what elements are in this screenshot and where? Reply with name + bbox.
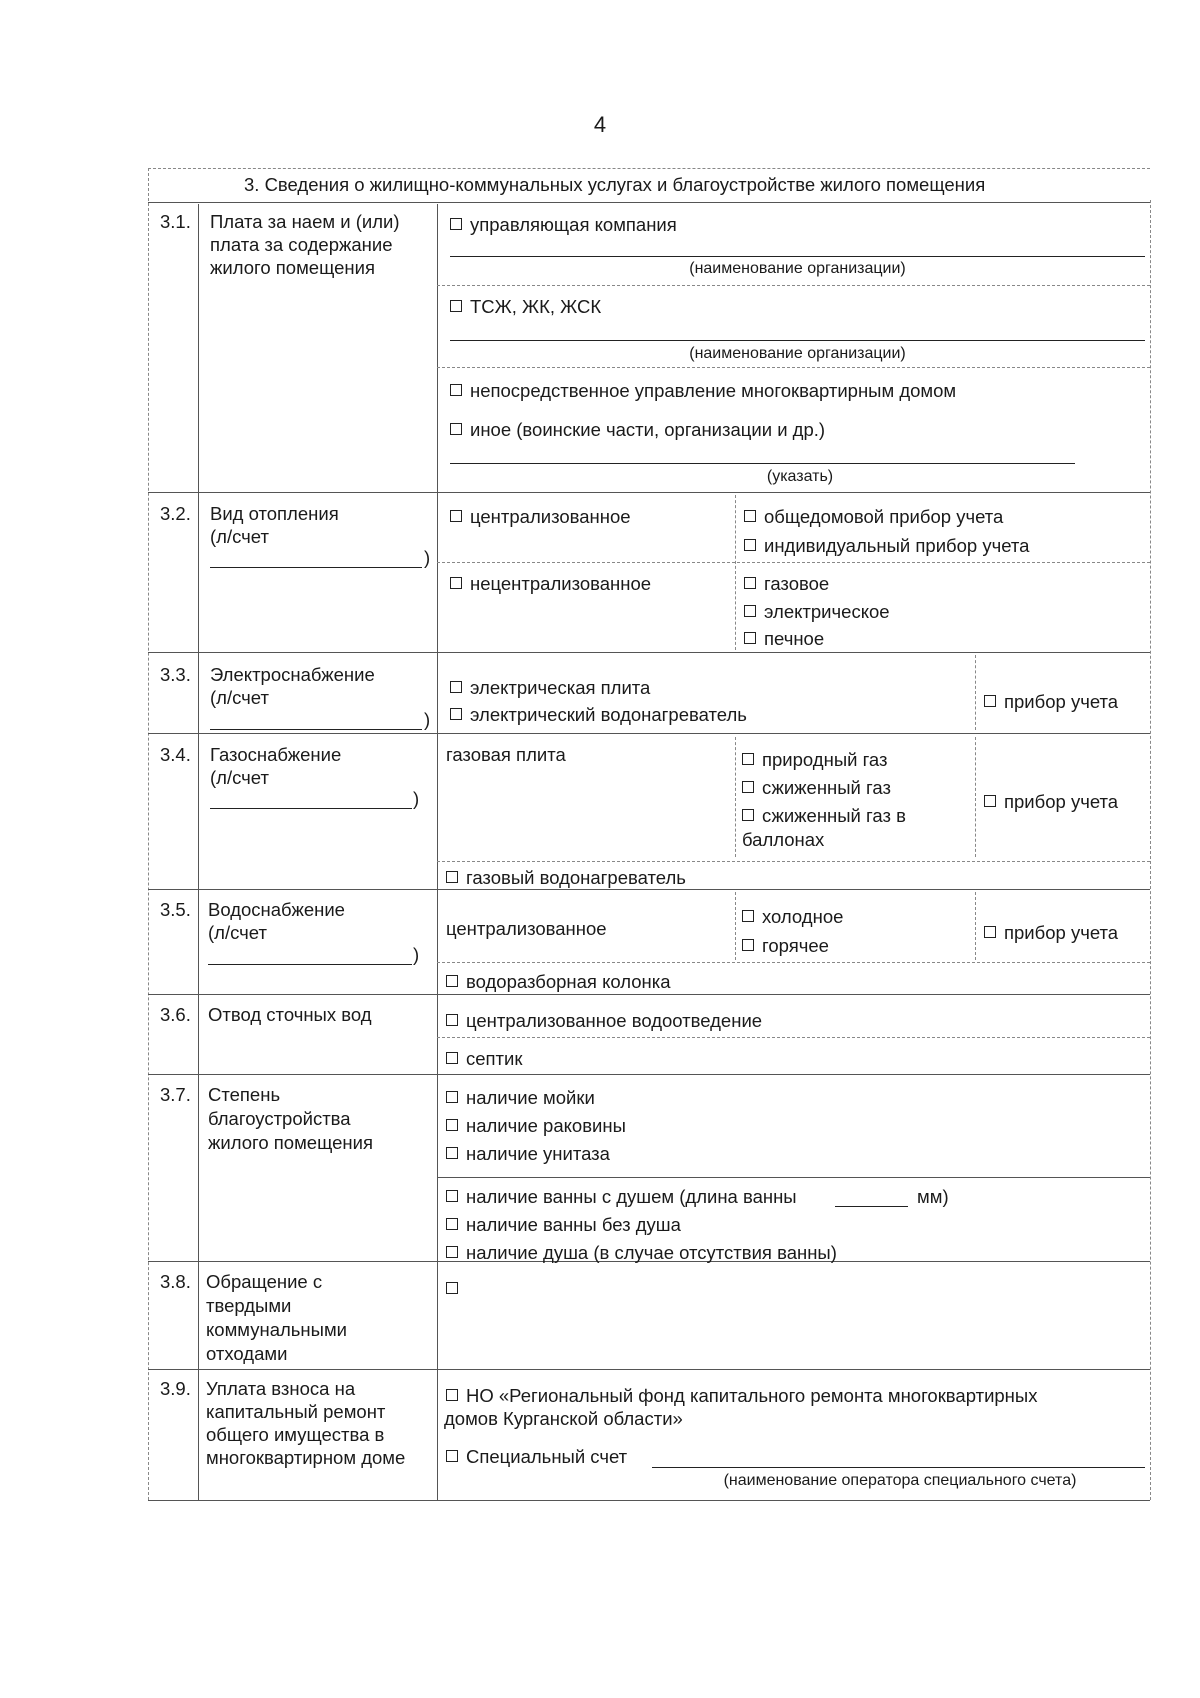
account-number-line[interactable]: [210, 808, 412, 809]
row-label-line: капитальный ремонт: [206, 1401, 386, 1422]
option-water-column[interactable]: водоразборная колонка: [446, 970, 671, 993]
option-toilet[interactable]: наличие унитаза: [446, 1142, 610, 1165]
option-regional-fund-cont: домов Курганской области»: [444, 1408, 683, 1429]
option-hoa[interactable]: ТСЖ, ЖК, ЖСК: [450, 295, 601, 318]
checkbox-icon[interactable]: [446, 871, 458, 883]
checkbox-icon[interactable]: [450, 708, 462, 720]
row-label-line: жилого помещения: [208, 1132, 373, 1153]
gas-plate-label: газовая плита: [446, 744, 566, 765]
caption-org-name: (наименование организации): [689, 345, 906, 362]
org-name-line[interactable]: [450, 340, 1145, 341]
checkbox-icon[interactable]: [744, 510, 756, 522]
org-name-line[interactable]: [450, 256, 1145, 257]
row-label-line: коммунальными: [206, 1319, 347, 1340]
option-stove-heating[interactable]: печное: [744, 627, 824, 650]
option-regional-fund[interactable]: НО «Региональный фонд капитального ремонта многоквартирных: [446, 1384, 1037, 1407]
row-label-line: жилого помещения: [210, 257, 375, 278]
option-common-meter[interactable]: общедомовой прибор учета: [744, 505, 1003, 528]
checkbox-icon[interactable]: [984, 695, 996, 707]
row-label-line: благоустройства: [208, 1108, 351, 1129]
row-number: 3.5.: [160, 899, 191, 920]
section-title: 3. Сведения о жилищно-коммунальных услугах и благоустройстве жилого помещения: [244, 174, 986, 195]
checkbox-icon[interactable]: [450, 577, 462, 589]
option-bath-with-shower[interactable]: наличие ванны с душем (длина ванны: [446, 1185, 797, 1208]
option-kitchen-sink[interactable]: наличие мойки: [446, 1086, 595, 1109]
option-hot-water[interactable]: горячее: [742, 934, 829, 957]
option-other[interactable]: иное (воинские части, организации и др.): [450, 418, 825, 441]
checkbox-icon[interactable]: [450, 384, 462, 396]
checkbox-icon[interactable]: [446, 1450, 458, 1462]
row-number: 3.3.: [160, 664, 191, 685]
checkbox-icon[interactable]: [446, 1119, 458, 1131]
row-label-line: многоквартирном доме: [206, 1447, 406, 1468]
checkbox-icon[interactable]: [446, 1190, 458, 1202]
account-number-line[interactable]: [210, 729, 422, 730]
checkbox-icon[interactable]: [446, 1052, 458, 1064]
row-label-line: (л/счет: [210, 526, 269, 547]
checkbox-icon[interactable]: [446, 1147, 458, 1159]
row-number: 3.4.: [160, 744, 191, 765]
row-label-line: Водоснабжение: [208, 899, 345, 920]
row-label-line: Электроснабжение: [210, 664, 375, 685]
option-electric-meter[interactable]: прибор учета: [984, 690, 1118, 713]
checkbox-icon[interactable]: [450, 218, 462, 230]
row-label-line: Газоснабжение: [210, 744, 342, 765]
row-label-line: (л/счет: [210, 687, 269, 708]
option-liquefied-gas[interactable]: сжиженный газ: [742, 776, 891, 799]
option-noncentralized-heating[interactable]: нецентрализованное: [450, 572, 651, 595]
row-label-line: (л/счет: [208, 922, 267, 943]
option-shower-only[interactable]: наличие душа (в случае отсутствия ванны): [446, 1241, 837, 1264]
option-gas-water-heater[interactable]: газовый водонагреватель: [446, 866, 686, 889]
caption-org-name: (наименование организации): [689, 260, 906, 277]
checkbox-icon[interactable]: [742, 809, 754, 821]
option-centralized-heating[interactable]: централизованное: [450, 505, 631, 528]
row-number: 3.6.: [160, 1004, 191, 1025]
option-gas-heating[interactable]: газовое: [744, 572, 829, 595]
row-label-line: твердыми: [206, 1295, 292, 1316]
checkbox-icon[interactable]: [742, 781, 754, 793]
closing-paren: ): [424, 709, 431, 730]
checkbox-icon[interactable]: [742, 939, 754, 951]
checkbox-icon[interactable]: [744, 577, 756, 589]
special-account-operator-line[interactable]: [652, 1467, 1145, 1468]
checkbox-icon[interactable]: [744, 539, 756, 551]
closing-paren: ): [413, 788, 420, 809]
row-label-line: Уплата взноса на: [206, 1378, 356, 1399]
option-special-account[interactable]: Специальный счет: [446, 1445, 627, 1468]
option-washbasin[interactable]: наличие раковины: [446, 1114, 626, 1137]
option-natural-gas[interactable]: природный газ: [742, 748, 888, 771]
row-label-line: отходами: [206, 1343, 288, 1364]
row-label-line: Вид отопления: [210, 503, 339, 524]
row-number: 3.1.: [160, 211, 191, 232]
row-label-line: (л/счет: [210, 767, 269, 788]
row-label-line: плата за содержание: [210, 234, 393, 255]
checkbox-icon[interactable]: [984, 926, 996, 938]
closing-paren: ): [413, 944, 420, 965]
checkbox-icon[interactable]: [450, 510, 462, 522]
option-liquefied-gas-cylinders[interactable]: сжиженный газ в: [742, 804, 906, 827]
checkbox-icon[interactable]: [446, 1091, 458, 1103]
closing-paren: ): [424, 547, 431, 568]
row-label-line: Степень: [208, 1084, 281, 1105]
checkbox-icon[interactable]: [742, 753, 754, 765]
option-septic[interactable]: септик: [446, 1047, 522, 1070]
checkbox-icon[interactable]: [744, 605, 756, 617]
checkbox-icon[interactable]: [446, 975, 458, 987]
option-solid-waste[interactable]: [446, 1277, 466, 1300]
option-central-drainage[interactable]: централизованное водоотведение: [446, 1009, 762, 1032]
bath-length-line[interactable]: [835, 1206, 908, 1207]
checkbox-icon[interactable]: [446, 1246, 458, 1258]
caption-operator-name: (наименование оператора специального счета): [723, 1472, 1077, 1489]
option-gas-meter[interactable]: прибор учета: [984, 790, 1118, 813]
account-number-line[interactable]: [208, 964, 412, 965]
checkbox-icon[interactable]: [742, 910, 754, 922]
page-number: 4: [593, 112, 607, 137]
checkbox-icon[interactable]: [984, 795, 996, 807]
option-electric-plate[interactable]: электрическая плита: [450, 676, 650, 699]
checkbox-icon[interactable]: [446, 1389, 458, 1401]
row-label-line: Обращение с: [206, 1271, 323, 1292]
option-liquefied-gas-cylinders-cont: баллонах: [742, 829, 825, 850]
bath-length-unit: мм): [917, 1186, 949, 1207]
checkbox-icon[interactable]: [450, 681, 462, 693]
row-number: 3.7.: [160, 1084, 191, 1105]
checkbox-icon[interactable]: [446, 1218, 458, 1230]
option-direct-management[interactable]: непосредственное управление многоквартирным домом: [450, 379, 956, 402]
account-number-line[interactable]: [210, 567, 422, 568]
caption-specify: (указать): [766, 468, 834, 485]
option-electric-heater[interactable]: электрический водонагреватель: [450, 703, 747, 726]
row-label-line: общего имущества в: [206, 1424, 385, 1445]
checkbox-icon[interactable]: [450, 300, 462, 312]
water-centralized-label: централизованное: [446, 918, 607, 939]
row-number: 3.9.: [160, 1378, 191, 1399]
option-cold-water[interactable]: холодное: [742, 905, 843, 928]
checkbox-icon[interactable]: [446, 1014, 458, 1026]
checkbox-icon[interactable]: [744, 632, 756, 644]
row-label-line: Отвод сточных вод: [208, 1004, 372, 1025]
checkbox-icon[interactable]: [446, 1282, 458, 1294]
row-number: 3.2.: [160, 503, 191, 524]
option-bath-no-shower[interactable]: наличие ванны без душа: [446, 1213, 681, 1236]
specify-line[interactable]: [450, 463, 1075, 464]
row-label-line: Плата за наем и (или): [210, 211, 400, 232]
option-electric-heating[interactable]: электрическое: [744, 600, 890, 623]
option-managing-company[interactable]: управляющая компания: [450, 213, 677, 236]
option-individual-meter[interactable]: индивидуальный прибор учета: [744, 534, 1029, 557]
checkbox-icon[interactable]: [450, 423, 462, 435]
row-number: 3.8.: [160, 1271, 191, 1292]
option-water-meter[interactable]: прибор учета: [984, 921, 1118, 944]
